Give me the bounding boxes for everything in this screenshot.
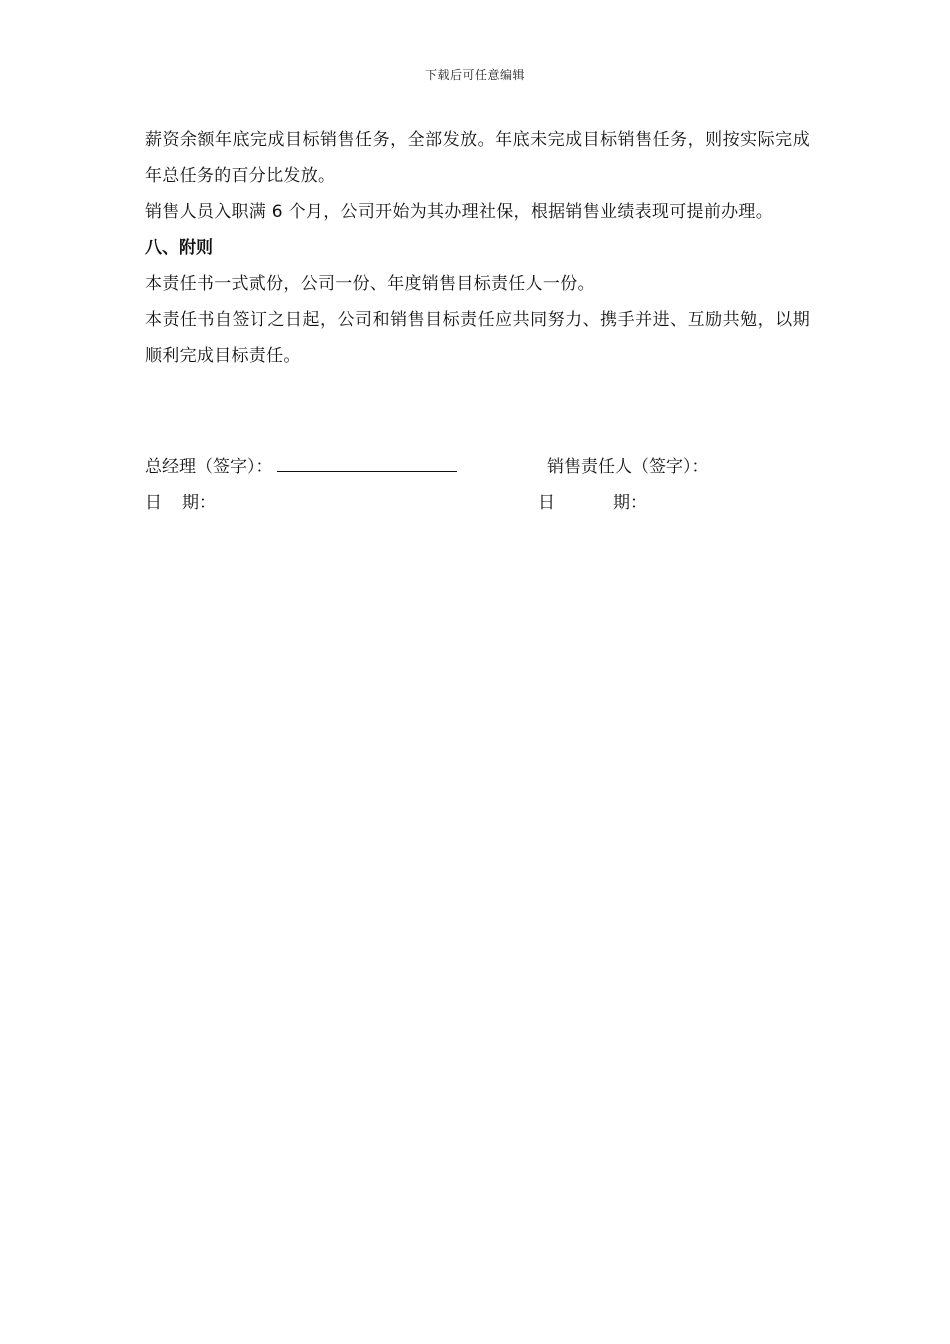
paragraph-effective-date: 本责任书自签订之日起，公司和销售目标责任应共同努力、携手并进、互励共勉，以期顺利完成目标责任。 <box>145 310 810 366</box>
manager-signature-label: 总经理（签字）： <box>145 457 273 477</box>
manager-date-char2: 期： <box>182 493 216 513</box>
responsible-date-char1: 日 <box>538 493 555 513</box>
responsible-date-char2: 期： <box>613 493 647 513</box>
manager-signature <box>145 449 457 485</box>
paragraph-copies: 本责任书一式贰份，公司一份、年度销售目标责任人一份。 <box>145 274 595 294</box>
paragraph-salary-balance: 薪资余额年底完成目标销售任务，全部发放。年底未完成目标销售任务，则按实际完成年总任务的百分比发放。 <box>145 130 810 186</box>
paragraph-social-insurance: 销售人员入职满 6 个月，公司开始为其办理社保，根据销售业绩表现可提前办理。 <box>145 202 774 222</box>
manager-signature-line[interactable] <box>277 449 457 472</box>
manager-date-char1: 日 <box>145 493 162 513</box>
signature-row <box>145 449 810 485</box>
responsible-date <box>538 485 647 521</box>
manager-date <box>145 485 216 521</box>
page-header: 下载后可任意编辑 <box>424 68 525 82</box>
signature-block <box>145 449 810 521</box>
section-heading-appendix: 八、附则 <box>145 238 213 258</box>
date-row <box>145 485 810 521</box>
document-body <box>145 122 810 374</box>
responsible-signature-label: 销售责任人（签字）： <box>547 457 709 477</box>
